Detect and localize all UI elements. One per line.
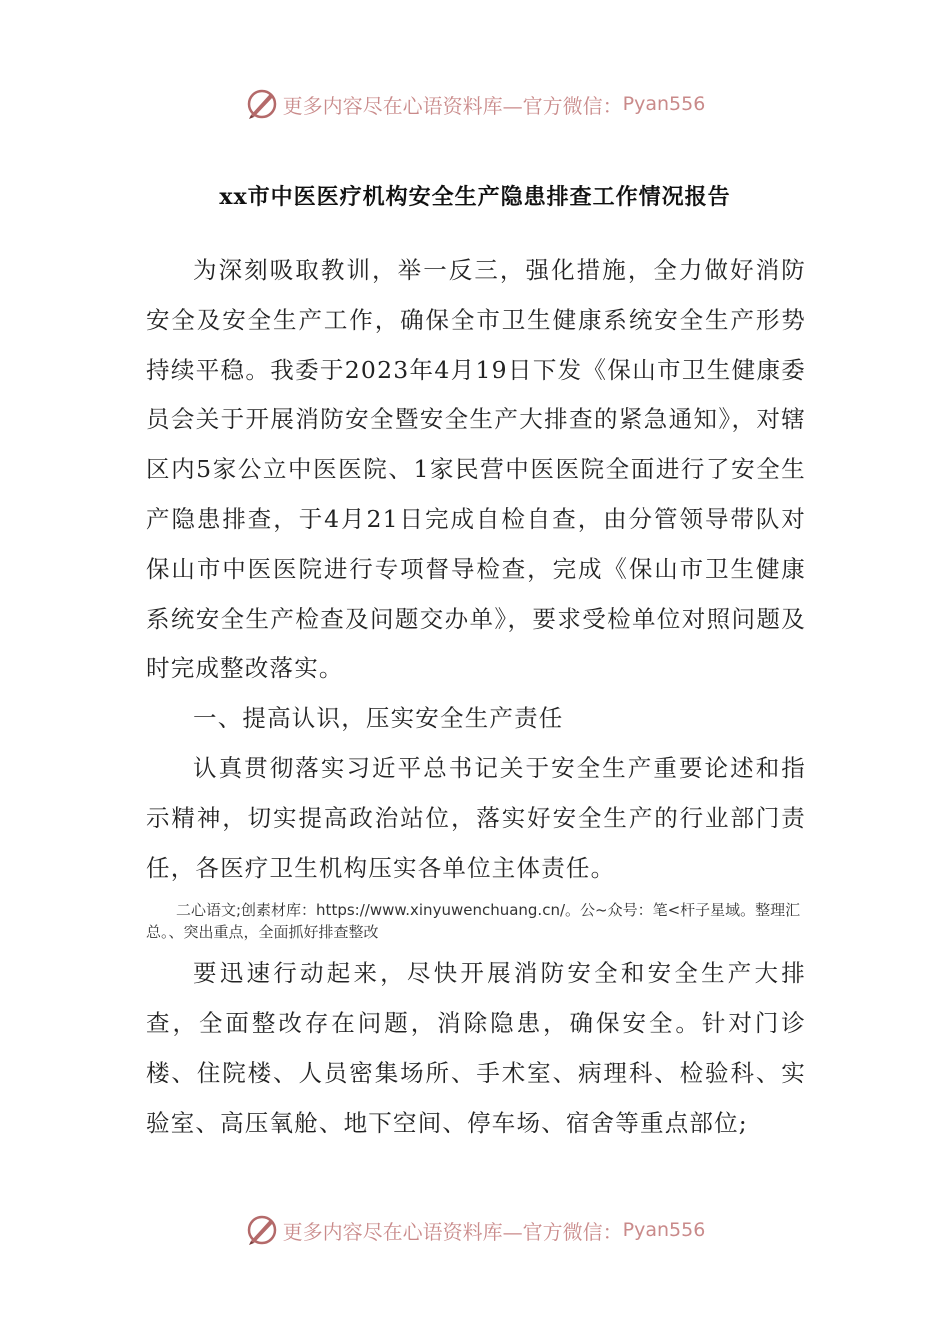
watermark-note: 二心语文;创素材库：https://www.xinyuwenchuang.cn/。公~众号：笔<杆子星域。整理汇总。、突出重点，全面抓好排查整改	[146, 901, 801, 942]
paragraph-inspection: 要迅速行动起来，尽快开展消防安全和安全生产大排查，全面整改存在问题，消除隐患，确保安全。针对门诊楼、住院楼、人员密集场所、手术室、病理科、检验科、实验室、高压氧舱、地下空间、停车场、宿舍等重点部位;	[146, 959, 806, 1137]
paragraph-responsibility: 认真贯彻落实习近平总书记关于安全生产重要论述和指示精神，切实提高政治站位，落实好安全生产的行业部门责任，各医疗卫生机构压实各单位主体责任。	[146, 753, 806, 882]
banner-handle: Pyan556	[622, 93, 706, 115]
footer-banner	[0, 1210, 950, 1250]
header-banner	[0, 84, 950, 124]
pen-logo-icon	[245, 87, 279, 121]
section-heading: 一、提高认识，压实安全生产责任	[193, 704, 564, 733]
banner-text: 更多内容尽在心语资料库—官方微信：	[282, 1219, 623, 1244]
paragraph-intro: 为深刻吸取教训，举一反三，强化措施，全力做好消防安全及安全生产工作，确保全市卫生健康系统安全生产形势持续平稳。我委于2023年4月19日下发《保山市卫生健康委员会关于开展消防安全暨安全生产大排查的紧急通知》，对辖区内5家公立中医医院、1家民营中医医院全面进行了安全生产隐患排查，于4月21日完成自检自查，由分管领导带队对保山市中医医院进行专项督导检查，完成《保山市卫生健康系统安全生产检查及问题交办单》，要求受检单位对照问题及时完成整改落实。	[146, 256, 806, 683]
document-body	[146, 246, 806, 1149]
banner-handle: Pyan556	[622, 1219, 706, 1241]
pen-logo-icon	[245, 1213, 279, 1247]
banner-text: 更多内容尽在心语资料库—官方微信：	[282, 93, 623, 118]
document-title: xx市中医医疗机构安全生产隐患排查工作情况报告	[219, 184, 731, 210]
